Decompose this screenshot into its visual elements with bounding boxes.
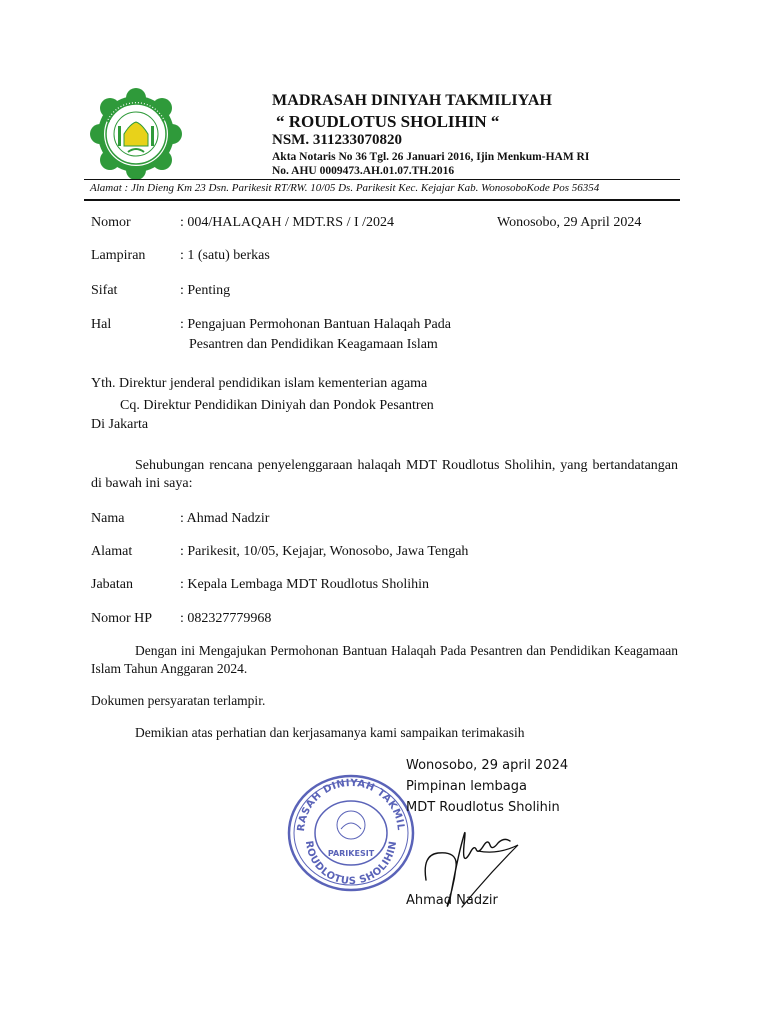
closing-sentence: Demikian atas perhatian dan kerjasamanya kami sampaikan terimakasih xyxy=(135,725,525,740)
sifat-label: Sifat xyxy=(91,283,118,298)
header-rule-bottom xyxy=(84,199,680,201)
stamp-top-text: RASAH DINIYAH TAKMIL xyxy=(295,777,407,832)
sifat-value: : Penting xyxy=(180,283,231,298)
hal-value-line2: Pesantren dan Pendidikan Keagamaan Islam xyxy=(189,337,438,352)
signer-name: Ahmad Nadzir xyxy=(406,893,498,908)
request-paragraph: Dengan ini Mengajukan Permohonan Bantuan Halaqah Pada Pesantren dan Pendidikan Keagamaan Islam Tahun Anggaran 2024. xyxy=(91,643,678,676)
nomor-value: : 004/HALAQAH / MDT.RS / I /2024 xyxy=(180,215,395,230)
letter-date: Wonosobo, 29 April 2024 xyxy=(497,215,642,230)
intro-paragraph: Sehubungan rencana penyelenggaraan halaqah MDT Roudlotus Sholihin, yang bertandatangan di bawah ini saya: xyxy=(91,458,678,491)
jabatan-value: : Kepala Lembaga MDT Roudlotus Sholihin xyxy=(180,577,429,592)
signature-role: Pimpinan lembaga xyxy=(406,779,527,794)
alamat-label: Alamat xyxy=(91,544,133,559)
lampiran-label: Lampiran xyxy=(91,248,146,263)
hp-label: Nomor HP xyxy=(91,611,153,626)
stamp-bottom-text: ROUDLOTUS SHOLIHIN xyxy=(302,840,400,888)
institution-type: MADRASAH DINIYAH TAKMILIYAH xyxy=(272,92,553,109)
address-line: Alamat : Jln Dieng Km 23 Dsn. Parikesit RT/RW. 10/05 Ds. Parikesit Kec. Kejajar Kab. WonosoboKode Pos 56354 xyxy=(90,182,600,194)
signature-institution: MDT Roudlotus Sholihin xyxy=(406,800,560,815)
hal-value-line1: : Pengajuan Permohonan Bantuan Halaqah Pada xyxy=(180,317,451,332)
signature-place-date: Wonosobo, 29 april 2024 xyxy=(406,758,569,773)
notary-deed: Akta Notaris No 36 Tgl. 26 Januari 2016, Ijin Menkum-HAM RI xyxy=(272,151,590,163)
logo xyxy=(88,86,184,182)
hp-value: : 082327779968 xyxy=(180,611,272,626)
nsm-number: NSM. 311233070820 xyxy=(272,132,403,148)
ahu-number: No. AHU 0009473.AH.01.07.TH.2016 xyxy=(272,165,455,177)
nama-label: Nama xyxy=(91,511,125,526)
stamp-center-text: PARIKESIT xyxy=(327,849,375,858)
nama-value: : Ahmad Nadzir xyxy=(180,511,270,526)
nomor-label: Nomor xyxy=(91,215,131,230)
header-rule-top xyxy=(84,179,680,180)
recipient-line3: Di Jakarta xyxy=(91,417,149,432)
recipient-line2: Cq. Direktur Pendidikan Diniyah dan Pondok Pesantren xyxy=(120,398,434,413)
institution-name: “ ROUDLOTUS SHOLIHIN “ xyxy=(276,112,500,131)
hal-label: Hal xyxy=(91,317,112,332)
alamat-value: : Parikesit, 10/05, Kejajar, Wonosobo, Jawa Tengah xyxy=(180,544,469,559)
recipient-line1: Yth. Direktur jenderal pendidikan islam kementerian agama xyxy=(91,376,428,391)
jabatan-label: Jabatan xyxy=(91,577,133,592)
attachment-note: Dokumen persyaratan terlampir. xyxy=(91,693,266,708)
lampiran-value: : 1 (satu) berkas xyxy=(180,248,270,263)
official-stamp xyxy=(286,773,416,893)
